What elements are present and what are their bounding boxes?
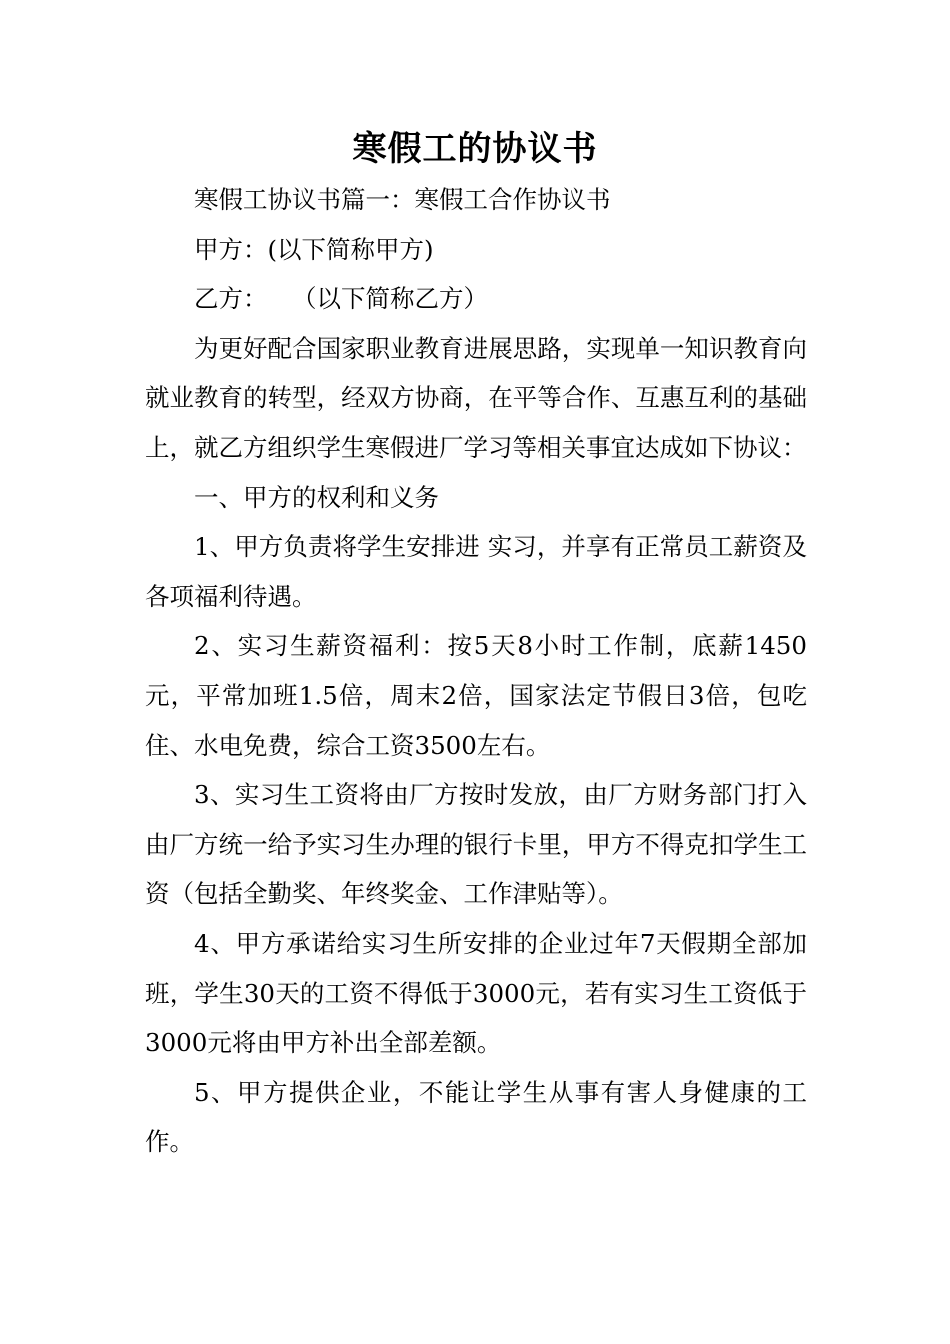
document-body bbox=[145, 175, 807, 1167]
paragraph-clause-3: 3、实习生工资将由厂方按时发放，由厂方财务部门打入由厂方统一给予实习生办理的银行卡里，甲方不得克扣学生工资（包括全勤奖、年终奖金、工作津贴等）。 bbox=[145, 780, 807, 909]
paragraph-preamble: 为更好配合国家职业教育进展思路，实现单一知识教育向就业教育的转型，经双方协商，在平等合作、互惠互利的基础上，就乙方组织学生寒假进厂学习等相关事宜达成如下协议： bbox=[145, 333, 807, 462]
paragraph-party-a: 甲方：(以下简称甲方) bbox=[194, 234, 434, 264]
paragraph-clause-2: 2、实习生薪资福利：按5天8小时工作制，底薪1450元，平常加班1.5倍，周末2倍，国家法定节假日3倍，包吃住、水电免费，综合工资3500左右。 bbox=[145, 631, 807, 760]
document-title: 寒假工的协议书 bbox=[352, 129, 598, 169]
paragraph-clause-4: 4、甲方承诺给实习生所安排的企业过年7天假期全部加班，学生30天的工资不得低于3000元，若有实习生工资低于3000元将由甲方补出全部差额。 bbox=[145, 928, 807, 1058]
paragraph-subtitle: 寒假工协议书篇一：寒假工合作协议书 bbox=[194, 185, 611, 214]
paragraph-party-b: 乙方： （以下简称乙方） bbox=[194, 284, 488, 314]
paragraph-section-heading: 一、甲方的权利和义务 bbox=[194, 482, 439, 512]
paragraph-clause-1: 1、甲方负责将学生安排进 实习，并享有正常员工薪资及各项福利待遇。 bbox=[145, 532, 807, 611]
paragraph-clause-5: 5、甲方提供企业，不能让学生从事有害人身健康的工作。 bbox=[145, 1077, 807, 1157]
